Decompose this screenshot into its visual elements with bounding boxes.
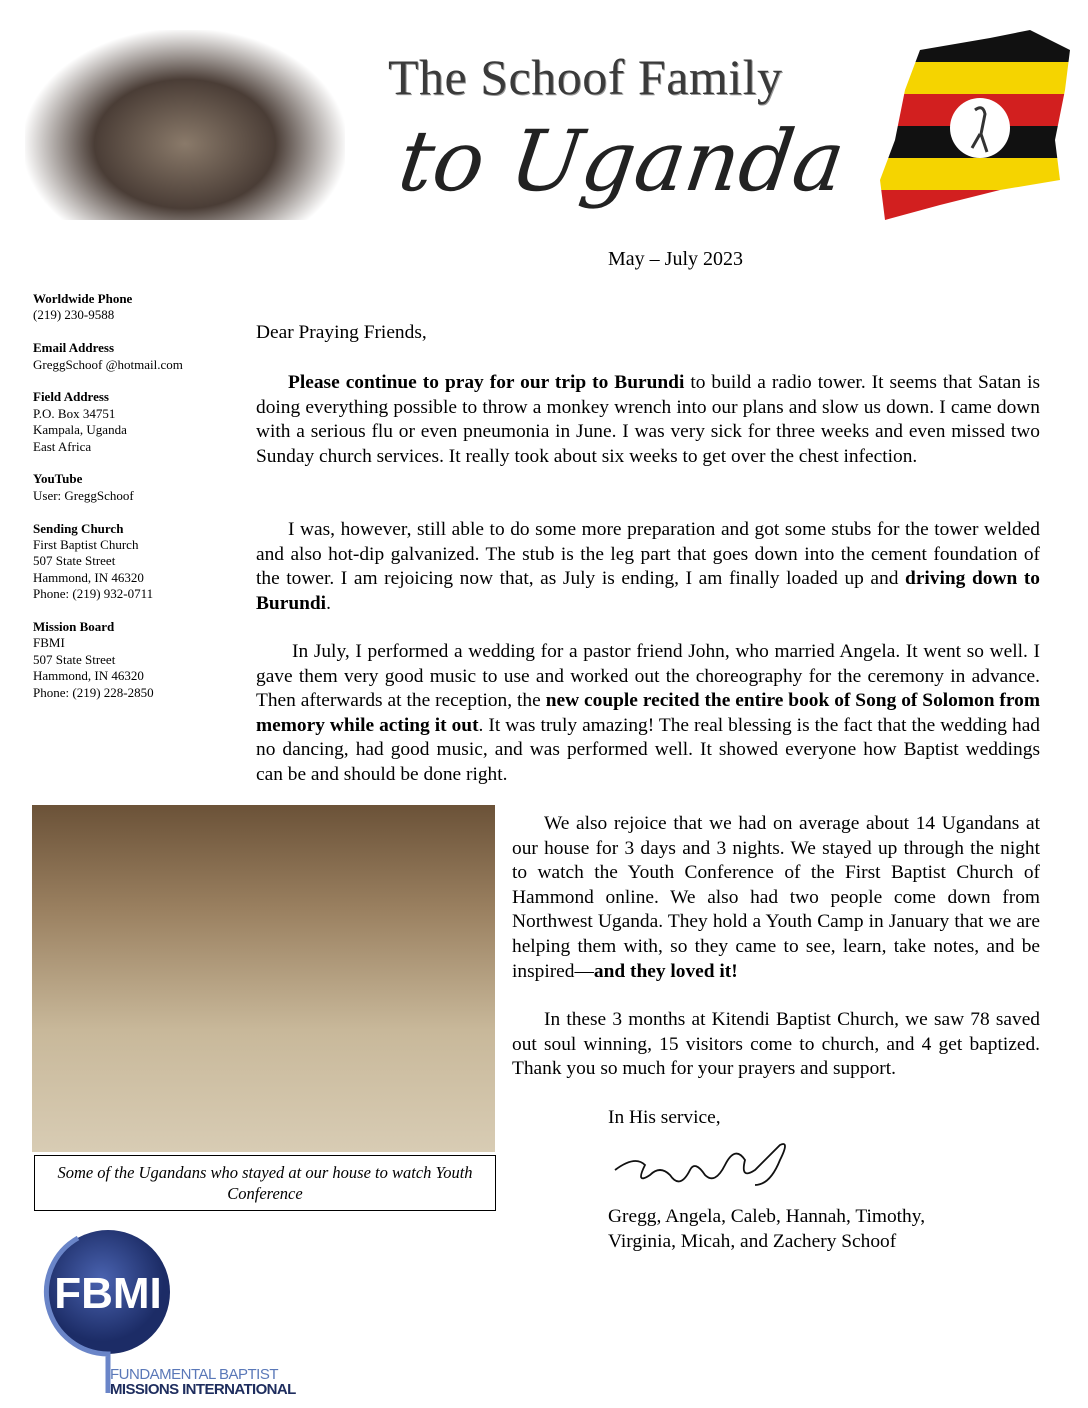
family-names xyxy=(608,1205,925,1254)
contact-line: First Baptist Church xyxy=(33,537,139,553)
contact-line: User: GreggSchoof xyxy=(33,487,134,503)
text-run: In July, I performed a wedding for a pastor friend John, who married Angela. It went so well. I gave them very good music to use and worked out the choreography for the ceremony in advance. Then afterwards at the reception, the xyxy=(256,641,1040,712)
text-run: . It was truly amazing! The real blessing is the fact that the wedding had no dancing, had good music, and was performed well. It showed everyone how Baptist weddings can be and should be done right. xyxy=(256,714,1040,785)
logo-abbr: FBMI xyxy=(54,1269,162,1318)
contact-line: East Africa xyxy=(33,438,92,454)
newsletter-subtitle: to Uganda xyxy=(393,112,851,210)
contact-line: GreggSchoof @hotmail.com xyxy=(33,356,183,372)
photo-caption: Some of the Ugandans who stayed at our house to watch Youth Conference xyxy=(34,1155,496,1211)
logo-line1: FUNDAMENTAL BAPTIST xyxy=(110,1366,279,1383)
contact-line: Hammond, IN 46320 xyxy=(33,668,144,684)
newsletter-title: The Schoof Family xyxy=(388,49,783,105)
flag-stripe xyxy=(880,190,1075,220)
text-run: We also rejoice that we had on average about 14 Ugandans at our house for 3 days and 3 nights. We stayed up through the night to watch the Youth Conference of the First Baptist Church of Hammond online. We also had two people come down from Northwest Uganda. They hold a Youth Camp in January that we are helping them with, so they came to see, learn, take notes, and be inspired— xyxy=(512,813,1040,982)
text-run: In these 3 months at Kitendi Baptist Church, we saw 78 saved out soul winning, 15 visitors come to church, and 4 get baptized. Thank you so much for your prayers and support. xyxy=(512,1009,1040,1080)
logo-line2: MISSIONS INTERNATIONAL xyxy=(110,1381,296,1398)
text-run: I was, however, still able to do some more preparation and got some stubs for the tower welded and also hot-dip galvanized. The stub is the leg part that goes down into the cement foundation of the tower. I am rejoicing now that, as July is ending, I am finally loaded up and xyxy=(256,519,1040,590)
bold-text: Please continue to pray for our trip to Burundi xyxy=(288,372,685,393)
group-photo xyxy=(32,805,495,1152)
contact-line: (219) 230-9588 xyxy=(33,307,115,323)
contact-block xyxy=(33,340,243,373)
family-photo xyxy=(25,30,345,220)
text-run: . xyxy=(326,592,331,614)
paragraph-tower-preparation xyxy=(256,518,1040,616)
contact-heading: Field Address xyxy=(33,389,109,405)
contact-line: P.O. Box 34751 xyxy=(33,405,116,421)
contact-heading: Sending Church xyxy=(33,520,124,536)
contact-block xyxy=(33,521,243,603)
contact-block xyxy=(33,471,243,504)
contact-line: FBMI xyxy=(33,635,65,651)
flag-stripe xyxy=(880,30,1075,62)
text-run: to build a radio tower. It seems that Satan is doing everything possible to throw a monkey wrench into our plans and slow us down. I came down with a serious flu or even pneumonia in June. I was very sick for three weeks and even missed two Sunday church services. It really took about six weeks to get over the chest infection. xyxy=(256,372,1040,467)
names-line: Virginia, Micah, and Zachery Schoof xyxy=(608,1230,897,1252)
signature xyxy=(610,1140,800,1200)
contact-line: Phone: (219) 932-0711 xyxy=(33,586,154,602)
contact-sidebar xyxy=(33,291,243,717)
paragraph-church-results xyxy=(512,1008,1040,1082)
contact-line: Phone: (219) 228-2850 xyxy=(33,684,154,700)
paragraph-burundi-trip xyxy=(256,371,1040,469)
greeting: Dear Praying Friends, xyxy=(256,322,427,343)
closing: In His service, xyxy=(608,1107,721,1128)
contact-block xyxy=(33,291,243,324)
flag-stripe xyxy=(880,62,1075,94)
bold-text: driving down to Burundi xyxy=(256,568,1040,614)
contact-heading: Worldwide Phone xyxy=(33,291,133,306)
contact-block xyxy=(33,389,243,455)
contact-line: 507 State Street xyxy=(33,553,116,569)
paragraph-youth-conference xyxy=(512,812,1040,984)
contact-line: Kampala, Uganda xyxy=(33,422,127,438)
uganda-flag-map xyxy=(880,30,1075,220)
names-line: Gregg, Angela, Caleb, Hannah, Timothy, xyxy=(608,1206,926,1227)
bold-text: and they loved it! xyxy=(593,960,738,982)
contact-heading: Mission Board xyxy=(33,619,115,635)
contact-block xyxy=(33,619,243,701)
contact-line: 507 State Street xyxy=(33,651,116,667)
newsletter-date: May – July 2023 xyxy=(608,248,743,270)
paragraph-wedding xyxy=(256,640,1040,788)
contact-heading: YouTube xyxy=(33,471,83,487)
contact-heading: Email Address xyxy=(33,340,115,356)
flag-stripe xyxy=(880,158,1075,190)
contact-line: Hammond, IN 46320 xyxy=(33,569,144,585)
bold-text: new couple recited the entire book of Song of Solomon from memory while acting it out xyxy=(256,690,1040,736)
